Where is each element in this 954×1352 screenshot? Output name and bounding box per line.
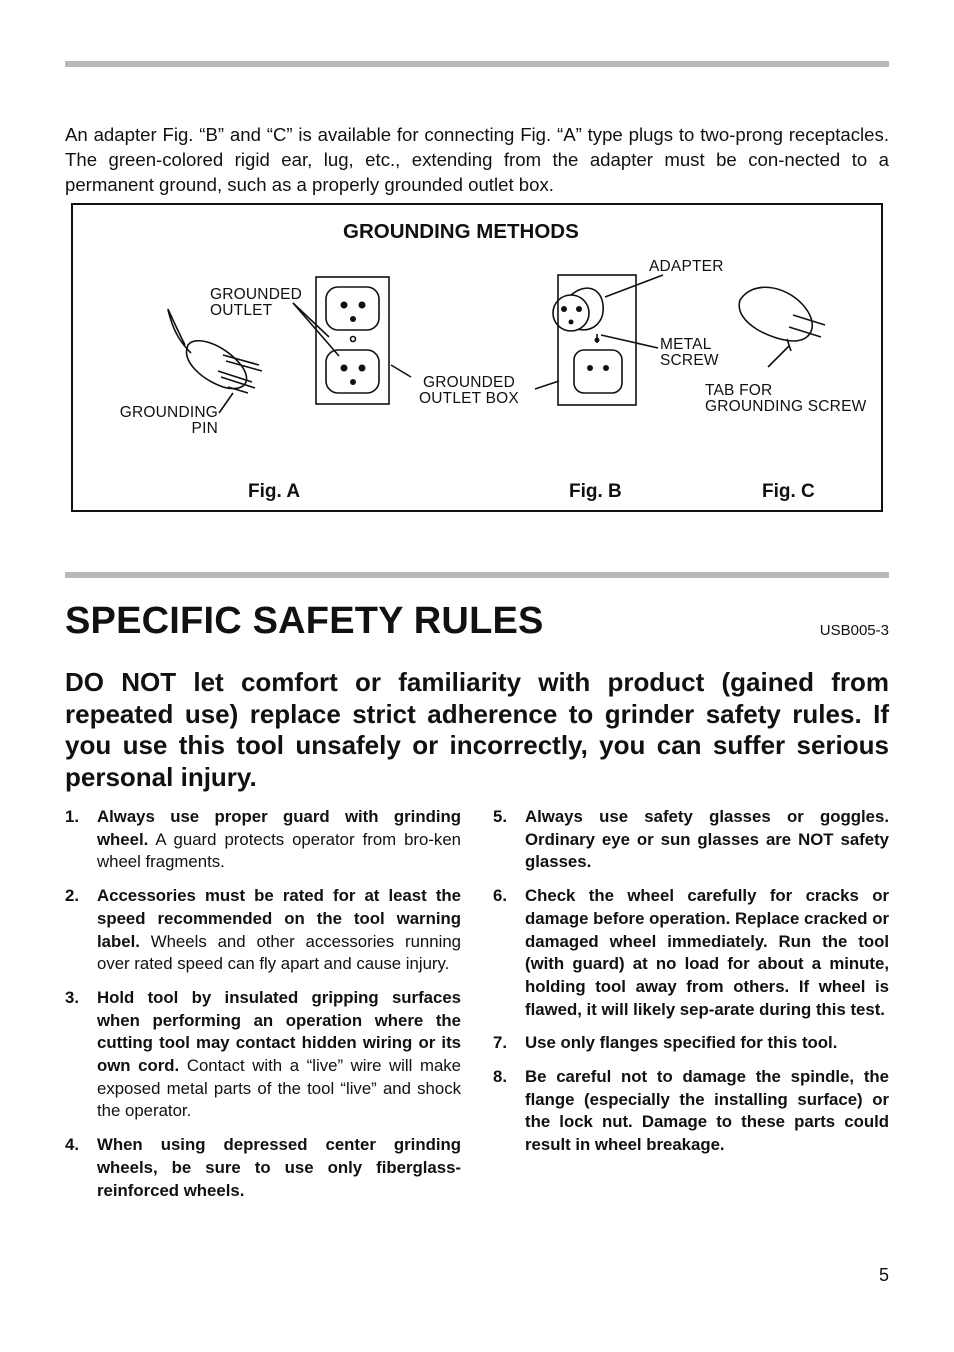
rules-column-right <box>493 806 889 1168</box>
page-number: 5 <box>878 1265 889 1285</box>
rule-item: 3. Hold tool by insulated gripping surfaces when performing an operation where the cutting tool may contact hidden wiring or its own cord. Contact with a “live” wire will make exposed metal parts of the tool “live” and shock the operator. <box>65 987 461 1121</box>
rule-item: 6. Check the wheel carefully for cracks or damage before operation. Replace cracked or damaged wheel immediately. Run the tool (with guard) at no load for about a minute, holding tool away from others. If wheel is flawed, it will likely sep-arate during this test. <box>493 886 889 1019</box>
grounding-diagram <box>73 205 885 514</box>
adapter-body-c <box>739 287 812 341</box>
grounding-pin-label: GROUNDING PIN <box>119 404 218 437</box>
rule-item: 8. Be careful not to damage the spindle, the flange (especially the installing surface) or the lock nut. Damage to these parts could result in wheel breakage. <box>493 1067 889 1155</box>
document-code: USB005-3 <box>819 622 889 639</box>
rules-column-left <box>65 806 461 1213</box>
adapter-label: ADAPTER <box>649 258 724 275</box>
intro-paragraph: An adapter Fig. “B” and “C” is available for connecting Fig. “A” type plugs to two-prong receptacles. The green-colored rigid ear, lug, etc., extending from the adapter must be con-nected to a permanent ground, such as a properly grounded outlet box. <box>65 124 889 195</box>
fig-b-label: Fig. B <box>569 481 622 502</box>
grounding-methods-figure <box>71 203 883 512</box>
figure-title: GROUNDING METHODS <box>343 220 579 243</box>
warning-statement: DO NOT let comfort or familiarity with product (gained from repeated use) replace strict adherence to grinder safety rules. If you use this tool unsafely or incorrectly, you can suffer serious personal injury. <box>65 667 889 792</box>
fig-c-label: Fig. C <box>762 481 815 502</box>
rule-item: 4. When using depressed center grinding wheels, be sure to use only fiberglass-reinforced wheels. <box>65 1135 461 1200</box>
rule-item: 5. Always use safety glasses or goggles. Ordinary eye or sun glasses are NOT safety glasses. <box>493 807 889 872</box>
fig-a-label: Fig. A <box>248 481 301 502</box>
top-divider <box>65 61 889 67</box>
rule-item: 2. Accessories must be rated for at least the speed recommended on the tool warning label. Wheels and other accessories running over rated speed can fly apart and cause injury. <box>65 886 461 974</box>
section-title: SPECIFIC SAFETY RULES <box>65 600 544 642</box>
outlet-box-label: GROUNDED OUTLET BOX <box>419 374 519 407</box>
rule-item: 7. Use only flanges specified for this tool. <box>493 1033 838 1053</box>
tab-label: TAB FOR GROUNDING SCREW <box>705 382 867 415</box>
grounded-outlet-label: GROUNDED OUTLET <box>210 286 303 319</box>
section-divider <box>65 572 889 578</box>
rule-item: 1. Always use proper guard with grinding wheel. A guard protects operator from bro-ken wheel fragments. <box>65 807 461 872</box>
metal-screw-label: METAL SCREW <box>660 336 719 369</box>
